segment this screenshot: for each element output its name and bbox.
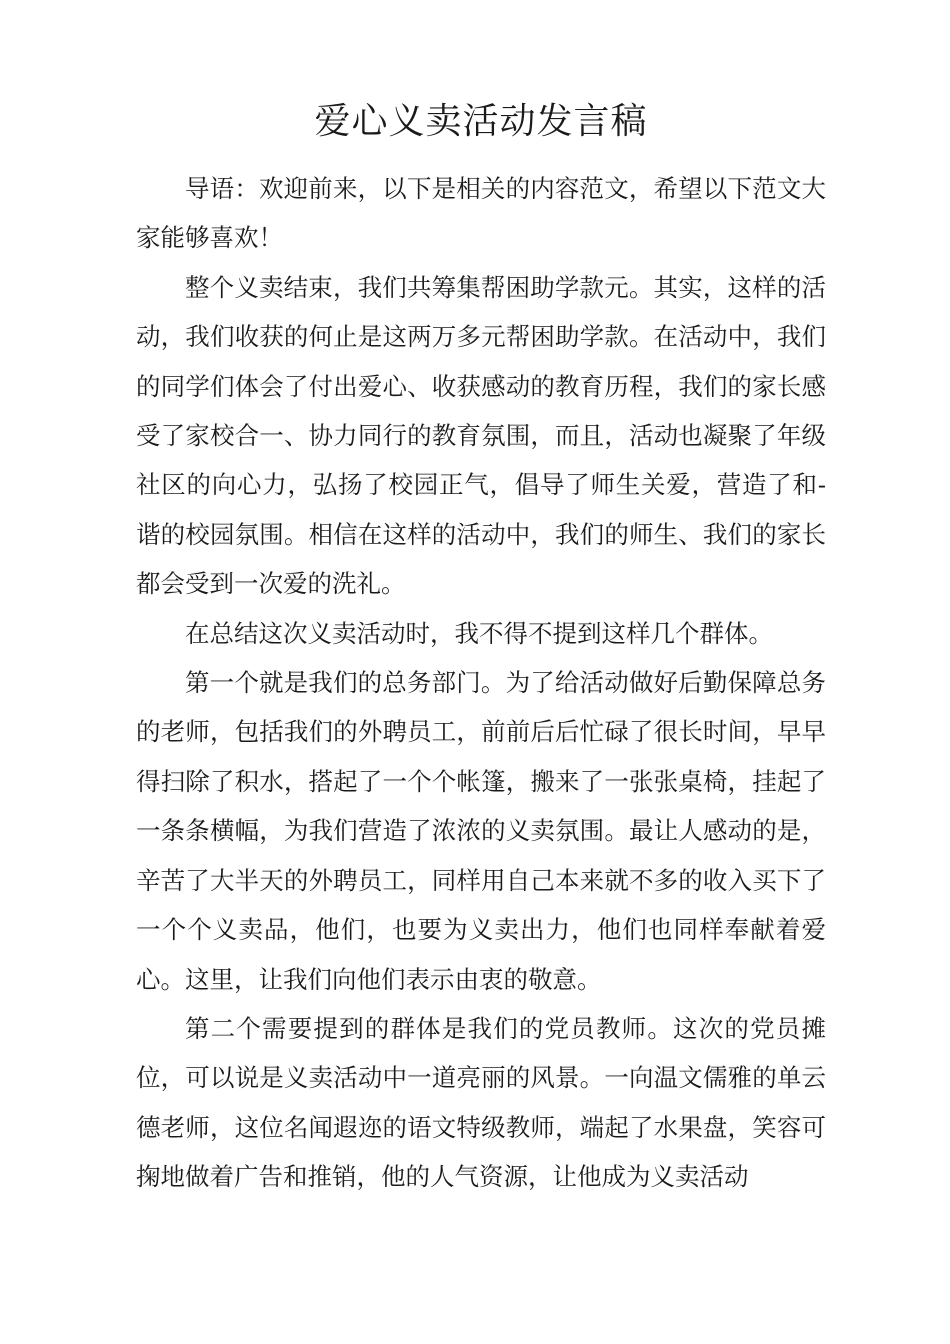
- paragraph-2: 在总结这次义卖活动时，我不得不提到这样几个群体。: [185, 618, 773, 648]
- document-title: 爱心义卖活动发言稿: [314, 101, 648, 142]
- paragraph-4: 第二个需要提到的群体是我们的党员教师。这次的党员摊位，可以说是义卖活动中一道亮丽的风景。一向温文儒雅的单云德老师，这位名闻遐迩的语文特级教师，端起了水果盘，笑容可掬地做着广告和推销，他的人气资源，让他成为义卖活动: [136, 1013, 826, 1192]
- paragraph-1: 整个义卖结束，我们共筹集帮困助学款元。其实，这样的活动，我们收获的何止是这两万多元帮困助学款。在活动中，我们的同学们体会了付出爱心、收获感动的教育历程，我们的家长感受了家校合一、协力同行的教育氛围，而且，活动也凝聚了年级社区的向心力，弘扬了校园正气，倡导了师生关爱，营造了和-谐的校园氛围。相信在这样的活动中，我们的师生、我们的家长都会受到一次爱的洗礼。: [136, 272, 826, 599]
- paragraph-intro: 导语：欢迎前来，以下是相关的内容范文，希望以下范文大家能够喜欢！: [136, 174, 826, 253]
- document-body: [136, 92, 826, 1202]
- paragraph-3: 第一个就是我们的总务部门。为了给活动做好后勤保障总务的老师，包括我们的外聘员工，前前后后忙碌了很长时间，早早得扫除了积水，搭起了一个个帐篷，搬来了一张张桌椅，挂起了一条条横幅，为我们营造了浓浓的义卖氛围。最让人感动的是，辛苦了大半天的外聘员工，同样用自己本来就不多的收入买下了一个个义卖品，他们，也要为义卖出力，他们也同样奉献着爱心。这里，让我们向他们表示由衷的敬意。: [136, 668, 826, 994]
